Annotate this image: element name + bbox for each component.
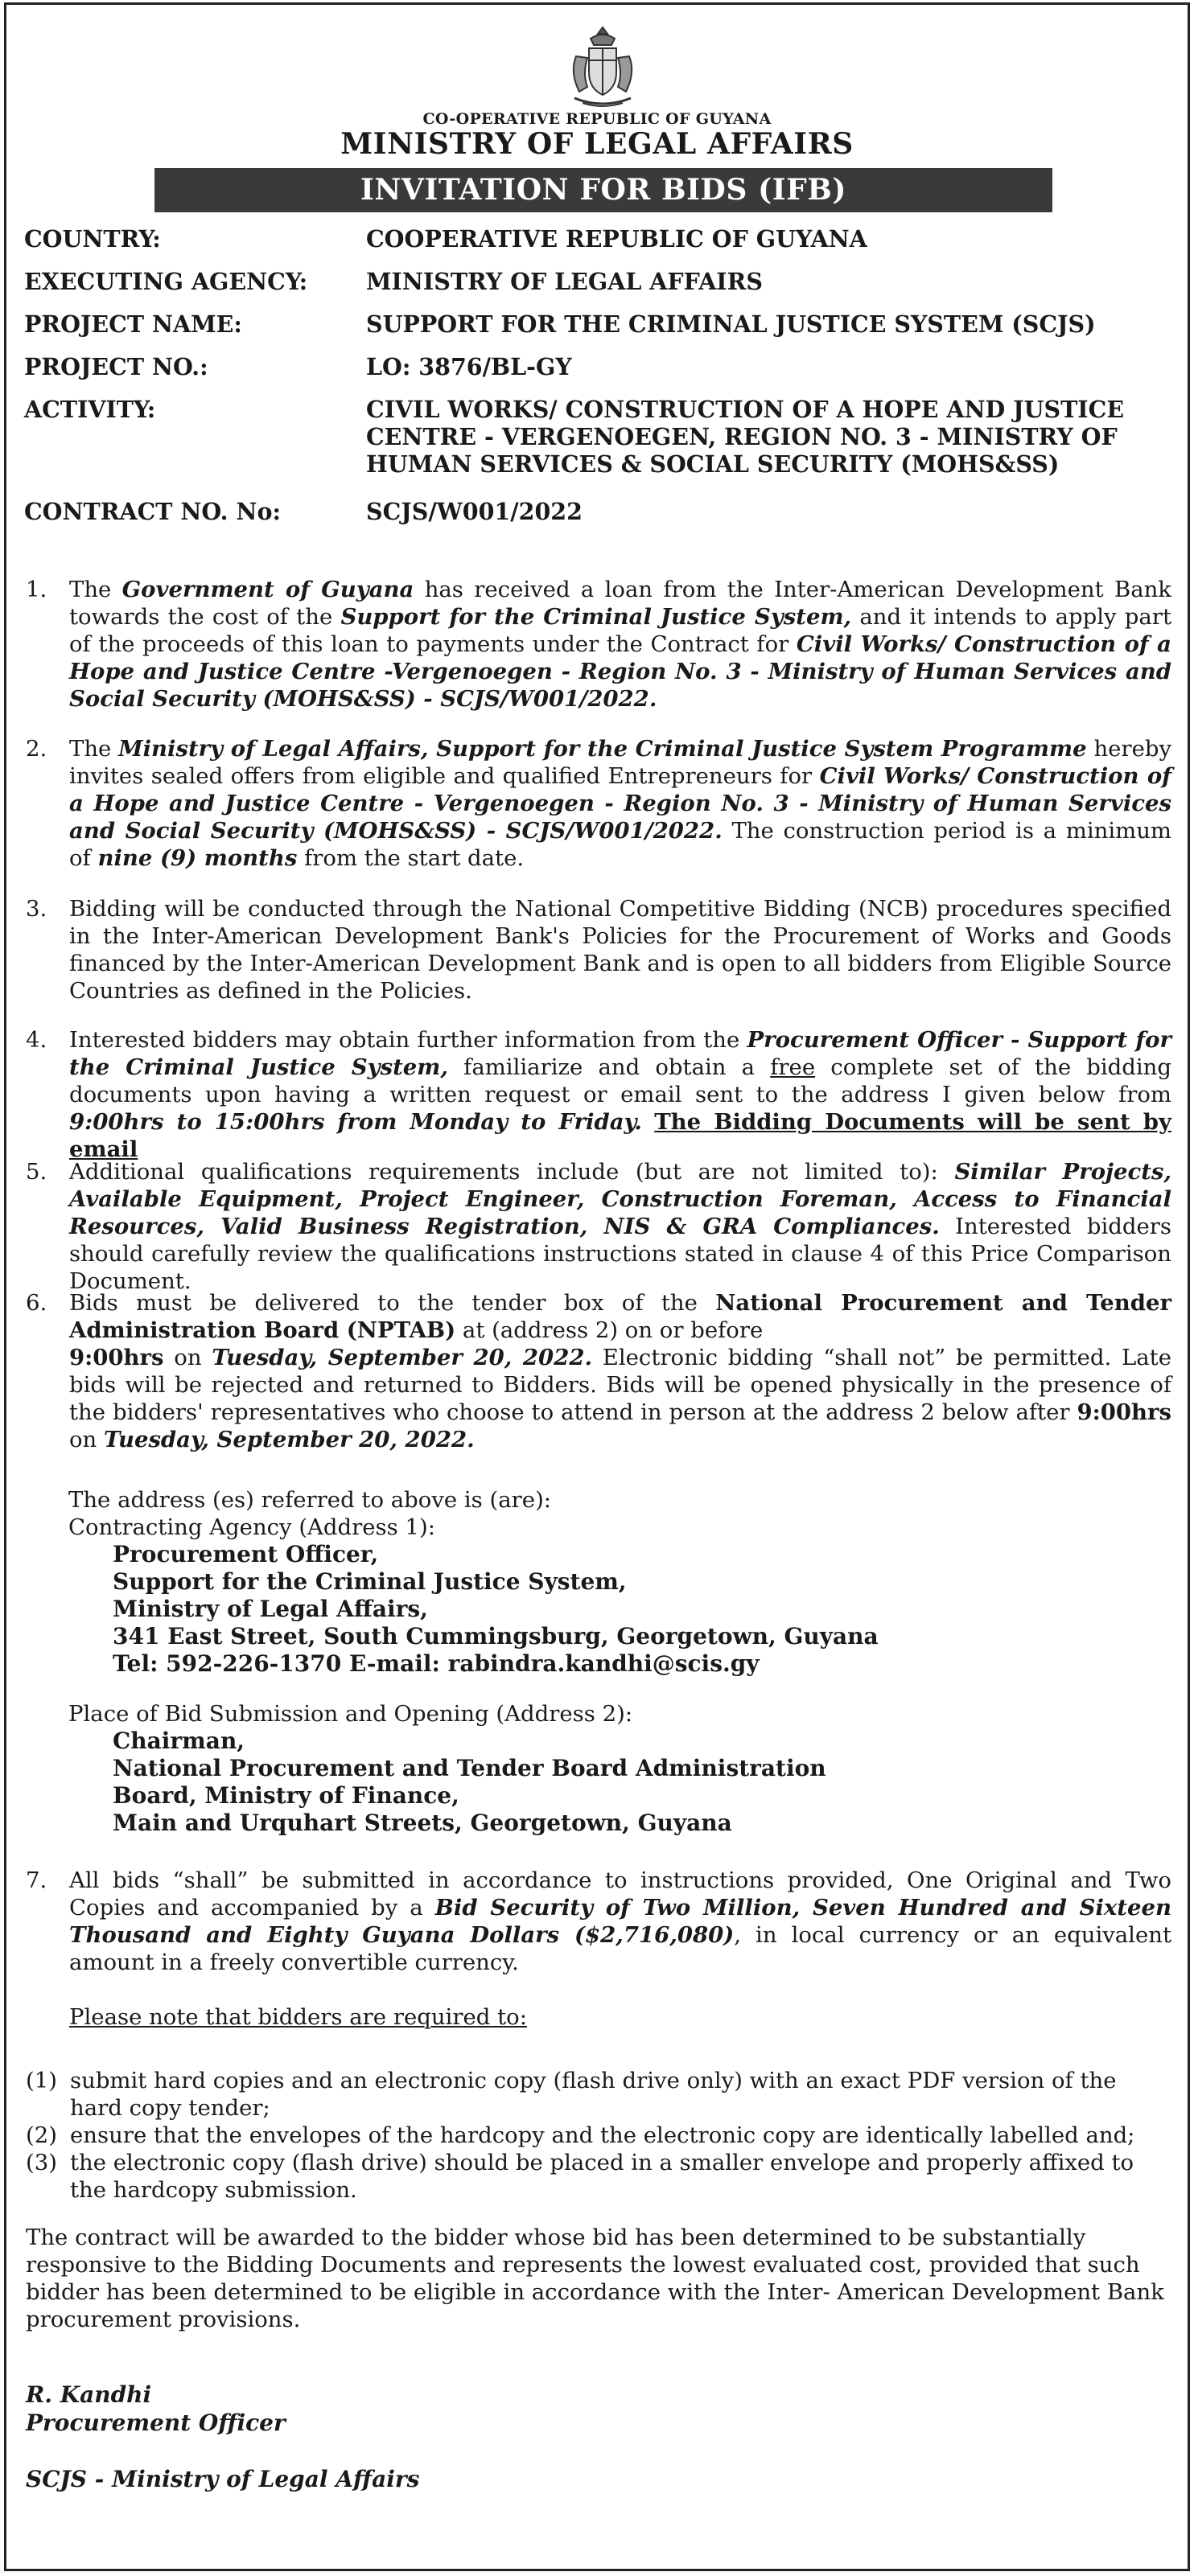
address-line: Main and Urquhart Streets, Georgetown, Guyana [113,1810,732,1836]
paragraph-body: Bidding will be conducted through the National Competitive Bidding (NCB) procedures specified in the Inter-American Development Bank's Policies for the Procurement of Works and Goods financed by the Inter-American Development Bank and is open to all bidders from Eligible Source Countries as defined in the Policies. [69,896,1171,1004]
project-name-label: PROJECT NAME: [24,310,242,338]
activity-line: CIVIL WORKS/ CONSTRUCTION OF A HOPE AND JUSTICE [366,396,1125,423]
country-label: COUNTRY: [24,225,161,253]
list-item: (1) submit hard copies and an electronic copy (flash drive only) with an exact PDF version of the hard copy tender; [26,2068,1117,2121]
contract-label: CONTRACT NO. No: [24,498,282,525]
ministry-title: MINISTRY OF LEGAL AFFAIRS [340,127,854,161]
activity-line: HUMAN SERVICES & SOCIAL SECURITY (MOHS&SS) [366,450,1060,478]
paragraph-4 [26,1026,1171,1163]
paragraph-1 [26,576,1172,713]
activity-label: ACTIVITY: [24,396,156,423]
paragraph-body: Interested bidders may obtain further information from the Procurement Officer - Support for the Criminal Justice System, familiarize and obtain a free complete set of the bidding documents upon having a written request or email sent to the address I given below from 9:00hrs to 15:00hrs from Monday to Friday. The Bidding Documents will be sent by email [69,1027,1171,1162]
paragraph-number: 5. [26,1159,47,1185]
paragraph-body: Additional qualifications requirements include (but are not limited to): Similar Projects, Available Equipment, Project Engineer, Construction Foreman, Access to Financial Resources, Valid Business Registration, NIS & GRA Compliances. Interested bidders should carefully review the qualifications instructions stated in clause 4 of this Price Comparison Document. [69,1159,1171,1294]
requirements-list [26,2067,1171,2204]
signatory-name: R. Kandhi [26,2381,152,2408]
contract-value: SCJS/W001/2022 [366,498,583,525]
paragraph-body: All bids “shall” be submitted in accordance to instructions provided, One Original and Two Copies and accompanied by a Bid Security of Two Million, Seven Hundred and Sixteen Thousand and Eighty Guyana Dollars ($2,716,080), in local currency or an equivalent amount in a freely convertible currency. [69,1867,1171,1975]
addresses-intro: The address (es) referred to above is (are): [68,1487,552,1513]
paragraph-number: 7. [26,1867,47,1893]
paragraph-body: The Government of Guyana has received a loan from the Inter-American Development Bank towards the cost of the Support for the Criminal Justice System, and it intends to apply part of the proceeds of this loan to payments under the Contract for Civil Works/ Construction of a Hope and Justice Centre -Vergenoegen - Region No. 3 - Ministry of Human Services and Social Security (MOHS&SS) - SCJS/W001/2022. [69,577,1172,712]
signatory-title: Procurement Officer [26,2410,286,2436]
list-item: (3) the electronic copy (flash drive) should be placed in a smaller envelope and properly affixed to the hardcopy submission. [26,2150,1134,2203]
requirements-note: Please note that bidders are required to: [69,2004,527,2030]
address-2-label: Place of Bid Submission and Opening (Address 2): [68,1701,633,1727]
paragraph-2 [26,735,1171,872]
project-no-value: LO: 3876/BL-GY [366,353,572,380]
guyana-coat-of-arms-icon [566,24,639,111]
activity-value [366,396,1138,478]
paragraph-body: The Ministry of Legal Affairs, Support for the Criminal Justice System Programme hereby invites sealed offers from eligible and qualified Entrepreneurs for Civil Works/ Construction of a Hope and Justice Centre - Vergenoegen - Region No. 3 - Ministry of Human Services and Social Security (MOHS&SS) - SCJS/W001/2022. The construction period is a minimum of nine (9) months from the start date. [69,736,1171,871]
closing-paragraph: The contract will be awarded to the bidder whose bid has been determined to be substantially responsive to the Bidding Documents and represents the lowest evaluated cost, provided that such bidder has been determined to be eligible in accordance with the Inter- American Development Bank procurement provisions. [26,2225,1164,2332]
paragraph-number: 4. [26,1027,47,1053]
agency-value: MINISTRY OF LEGAL AFFAIRS [366,268,763,295]
ifb-notice [4,2,1190,2571]
paragraph-3 [26,895,1171,1005]
contact-line: Tel: 592-226-1370 E-mail: rabindra.kandhi@scis.gy [113,1650,760,1677]
address-line: Chairman, [113,1728,245,1754]
address-line: 341 East Street, South Cummingsburg, Georgetown, Guyana [113,1623,879,1650]
country-value: COOPERATIVE REPUBLIC OF GUYANA [366,225,867,253]
project-name-value: SUPPORT FOR THE CRIMINAL JUSTICE SYSTEM (SCJS) [366,310,1096,338]
address-1-label: Contracting Agency (Address 1): [68,1514,436,1540]
list-item: (2) ensure that the envelopes of the hardcopy and the electronic copy are identically labelled and; [26,2122,1135,2148]
paragraph-body: Bids must be delivered to the tender box of the National Procurement and Tender Administration Board (NPTAB) at (address 2) on or before 9:00hrs on Tuesday, September 20, 2022. Electronic bidding “shall not” be permitted. Late bids will be rejected and returned to Bidders. Bids will be opened physically in the presence of the bidders' representatives who choose to attend in person at the address 2 below after 9:00hrs on Tuesday, September 20, 2022. [69,1290,1171,1452]
paragraph-5 [26,1158,1171,1295]
addresses-block [68,1486,1163,1837]
address-line: Procurement Officer, [113,1541,379,1567]
paragraph-7 [26,1867,1171,2031]
address-line: Board, Ministry of Finance, [113,1782,459,1809]
address-2 [68,1728,1163,1837]
project-no-label: PROJECT NO.: [24,353,208,380]
paragraph-number: 3. [26,896,47,922]
address-line: Support for the Criminal Justice System, [113,1568,627,1595]
paragraph-number: 1. [26,577,47,602]
activity-line: CENTRE - VERGENOEGEN, REGION NO. 3 - MINISTRY OF [366,423,1118,450]
republic-name: CO-OPERATIVE REPUBLIC OF GUYANA [422,110,772,128]
paragraph-6 [26,1289,1171,1453]
paragraph-number: 2. [26,736,47,762]
address-line: Ministry of Legal Affairs, [113,1596,428,1622]
address-line: National Procurement and Tender Board Administration [113,1755,826,1781]
paragraph-number: 6. [26,1290,47,1316]
ifb-banner: INVITATION FOR BIDS (IFB) [154,168,1052,212]
agency-label: EXECUTING AGENCY: [24,268,308,295]
address-1 [68,1541,1163,1678]
signatory-organization: SCJS - Ministry of Legal Affairs [26,2466,420,2492]
